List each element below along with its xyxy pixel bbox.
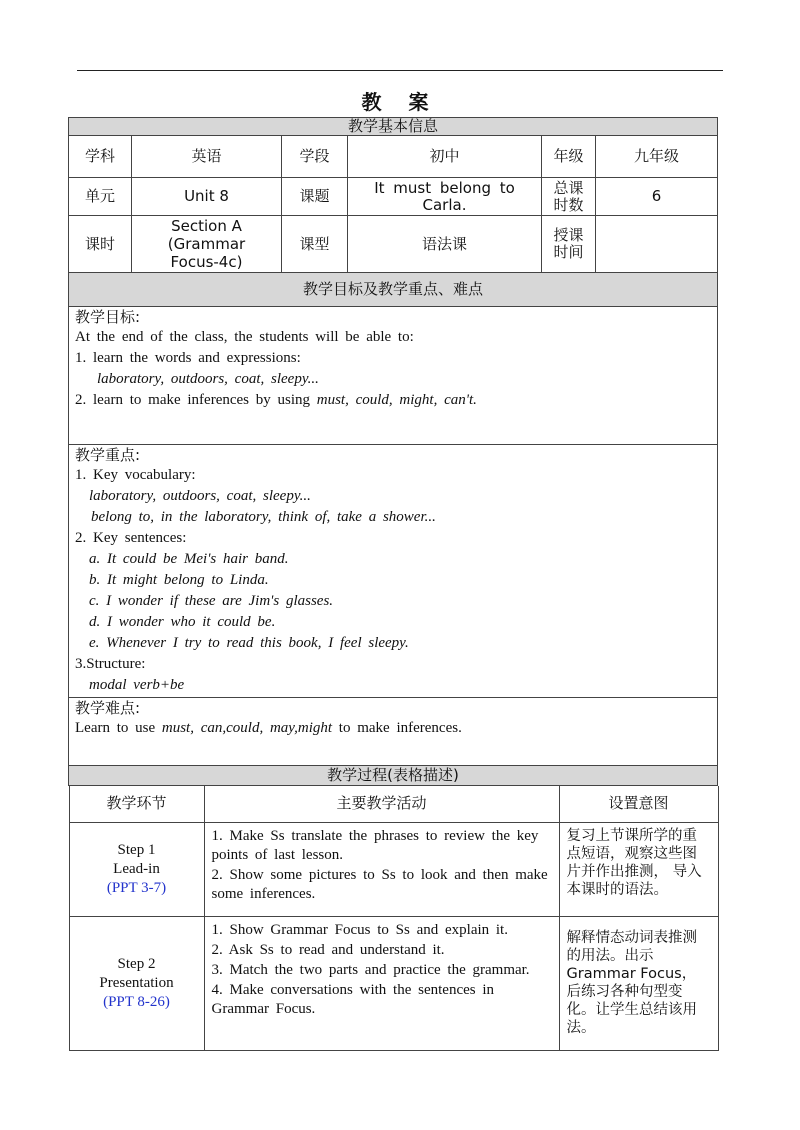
teaching-time-label: 授课时间 — [542, 216, 596, 273]
key-sentence: a. It could be Mei's hair band. — [89, 551, 289, 567]
key-sentence: d. I wonder who it could be. — [89, 614, 276, 630]
activities-cell — [204, 822, 559, 916]
objectives-heading: 教学目标: — [75, 308, 141, 326]
stage-value: 初中 — [348, 136, 542, 178]
activity-item: 1. Make Ss translate the phrases to review the key points of last lesson. — [211, 827, 539, 863]
process-col-activity: 主要教学活动 — [204, 786, 559, 822]
key-vocabulary-line: laboratory, outdoors, coat, sleepy... — [89, 488, 311, 504]
difficulty-cell — [69, 698, 718, 766]
ppt-reference: (PPT 8-26) — [103, 993, 170, 1010]
grade-label: 年级 — [542, 136, 596, 178]
process-table — [69, 786, 719, 1051]
activity-item: 1. Show Grammar Focus to Ss and explain it. — [211, 921, 508, 938]
step-name: Lead-in — [113, 860, 160, 877]
teaching-time-value — [596, 216, 718, 273]
goals-header: 教学目标及教学重点、难点 — [69, 273, 718, 307]
step-cell — [69, 822, 204, 916]
type-value: 语法课 — [348, 216, 542, 273]
subject-value: 英语 — [132, 136, 282, 178]
period-value: Section A (Grammar Focus-4c) — [132, 216, 282, 273]
key-vocabulary-title: 1. Key vocabulary: — [75, 467, 196, 483]
process-col-step: 教学环节 — [69, 786, 204, 822]
step-name: Presentation — [99, 974, 174, 991]
activity-item: 2. Show some pictures to Ss to look and then make some inferences. — [211, 866, 548, 902]
basic-info-header: 教学基本信息 — [69, 118, 718, 136]
objectives-modals: must, could, might, can't. — [316, 392, 477, 408]
key-sentence: e. Whenever I try to read this book, I feel sleepy. — [89, 635, 409, 651]
lesson-plan-table — [68, 117, 718, 1051]
topic-value: It must belong to Carla. — [348, 178, 542, 216]
total-hours-value: 6 — [596, 178, 718, 216]
activity-item: 4. Make conversations with the sentences in Grammar Focus. — [211, 981, 495, 1017]
difficulty-modals: must, can,could, may,might — [161, 720, 333, 736]
process-container — [69, 786, 718, 1051]
step-number: Step 2 — [117, 955, 156, 972]
difficulty-line: Learn to use must, can,could, may,might to make inferences. — [75, 720, 462, 736]
key-points-cell — [69, 445, 718, 698]
step-cell — [69, 916, 204, 1050]
intent-cell: 解释情态动词表推测的用法。出示Grammar Focus，后练习各种句型变化。让学生总结该用法。 — [559, 916, 718, 1050]
grade-value: 九年级 — [596, 136, 718, 178]
type-label: 课型 — [282, 216, 348, 273]
key-points-heading: 教学重点: — [75, 446, 141, 464]
key-sentences-title: 2. Key sentences: — [75, 530, 187, 546]
total-hours-label: 总课时数 — [542, 178, 596, 216]
activity-item: 2. Ask Ss to read and understand it. — [211, 941, 445, 958]
key-sentence: b. It might belong to Linda. — [89, 572, 269, 588]
stage-label: 学段 — [282, 136, 348, 178]
step-number: Step 1 — [117, 841, 156, 858]
top-rule — [77, 70, 723, 71]
objectives-line: 1. learn the words and expressions: — [75, 350, 301, 366]
process-col-intent: 设置意图 — [559, 786, 718, 822]
structure-title: 3.Structure: — [75, 656, 146, 672]
objectives-words: laboratory, outdoors, coat, sleepy... — [97, 371, 319, 387]
intent-cell: 复习上节课所学的重点短语，观察这些图片并作出推测， 导入本课时的语法。 — [559, 822, 718, 916]
process-header: 教学过程(表格描述) — [69, 766, 718, 786]
key-vocabulary-line: belong to, in the laboratory, think of, take a shower... — [91, 509, 436, 525]
objectives-line: 2. learn to make inferences by using must, could, might, can't. — [75, 392, 477, 408]
activities-cell — [204, 916, 559, 1050]
subject-label: 学科 — [69, 136, 132, 178]
ppt-reference: (PPT 3-7) — [106, 879, 167, 896]
key-sentence: c. I wonder if these are Jim's glasses. — [89, 593, 334, 609]
unit-value: Unit 8 — [132, 178, 282, 216]
document-title: 教 案 — [361, 90, 439, 114]
topic-label: 课题 — [282, 178, 348, 216]
structure-value: modal verb+be — [89, 677, 185, 693]
objectives-line: At the end of the class, the students will be able to: — [75, 329, 414, 345]
objectives-cell — [69, 307, 718, 445]
activity-item: 3. Match the two parts and practice the grammar. — [211, 961, 530, 978]
period-label: 课时 — [69, 216, 132, 273]
difficulty-heading: 教学难点: — [75, 699, 141, 717]
unit-label: 单元 — [69, 178, 132, 216]
